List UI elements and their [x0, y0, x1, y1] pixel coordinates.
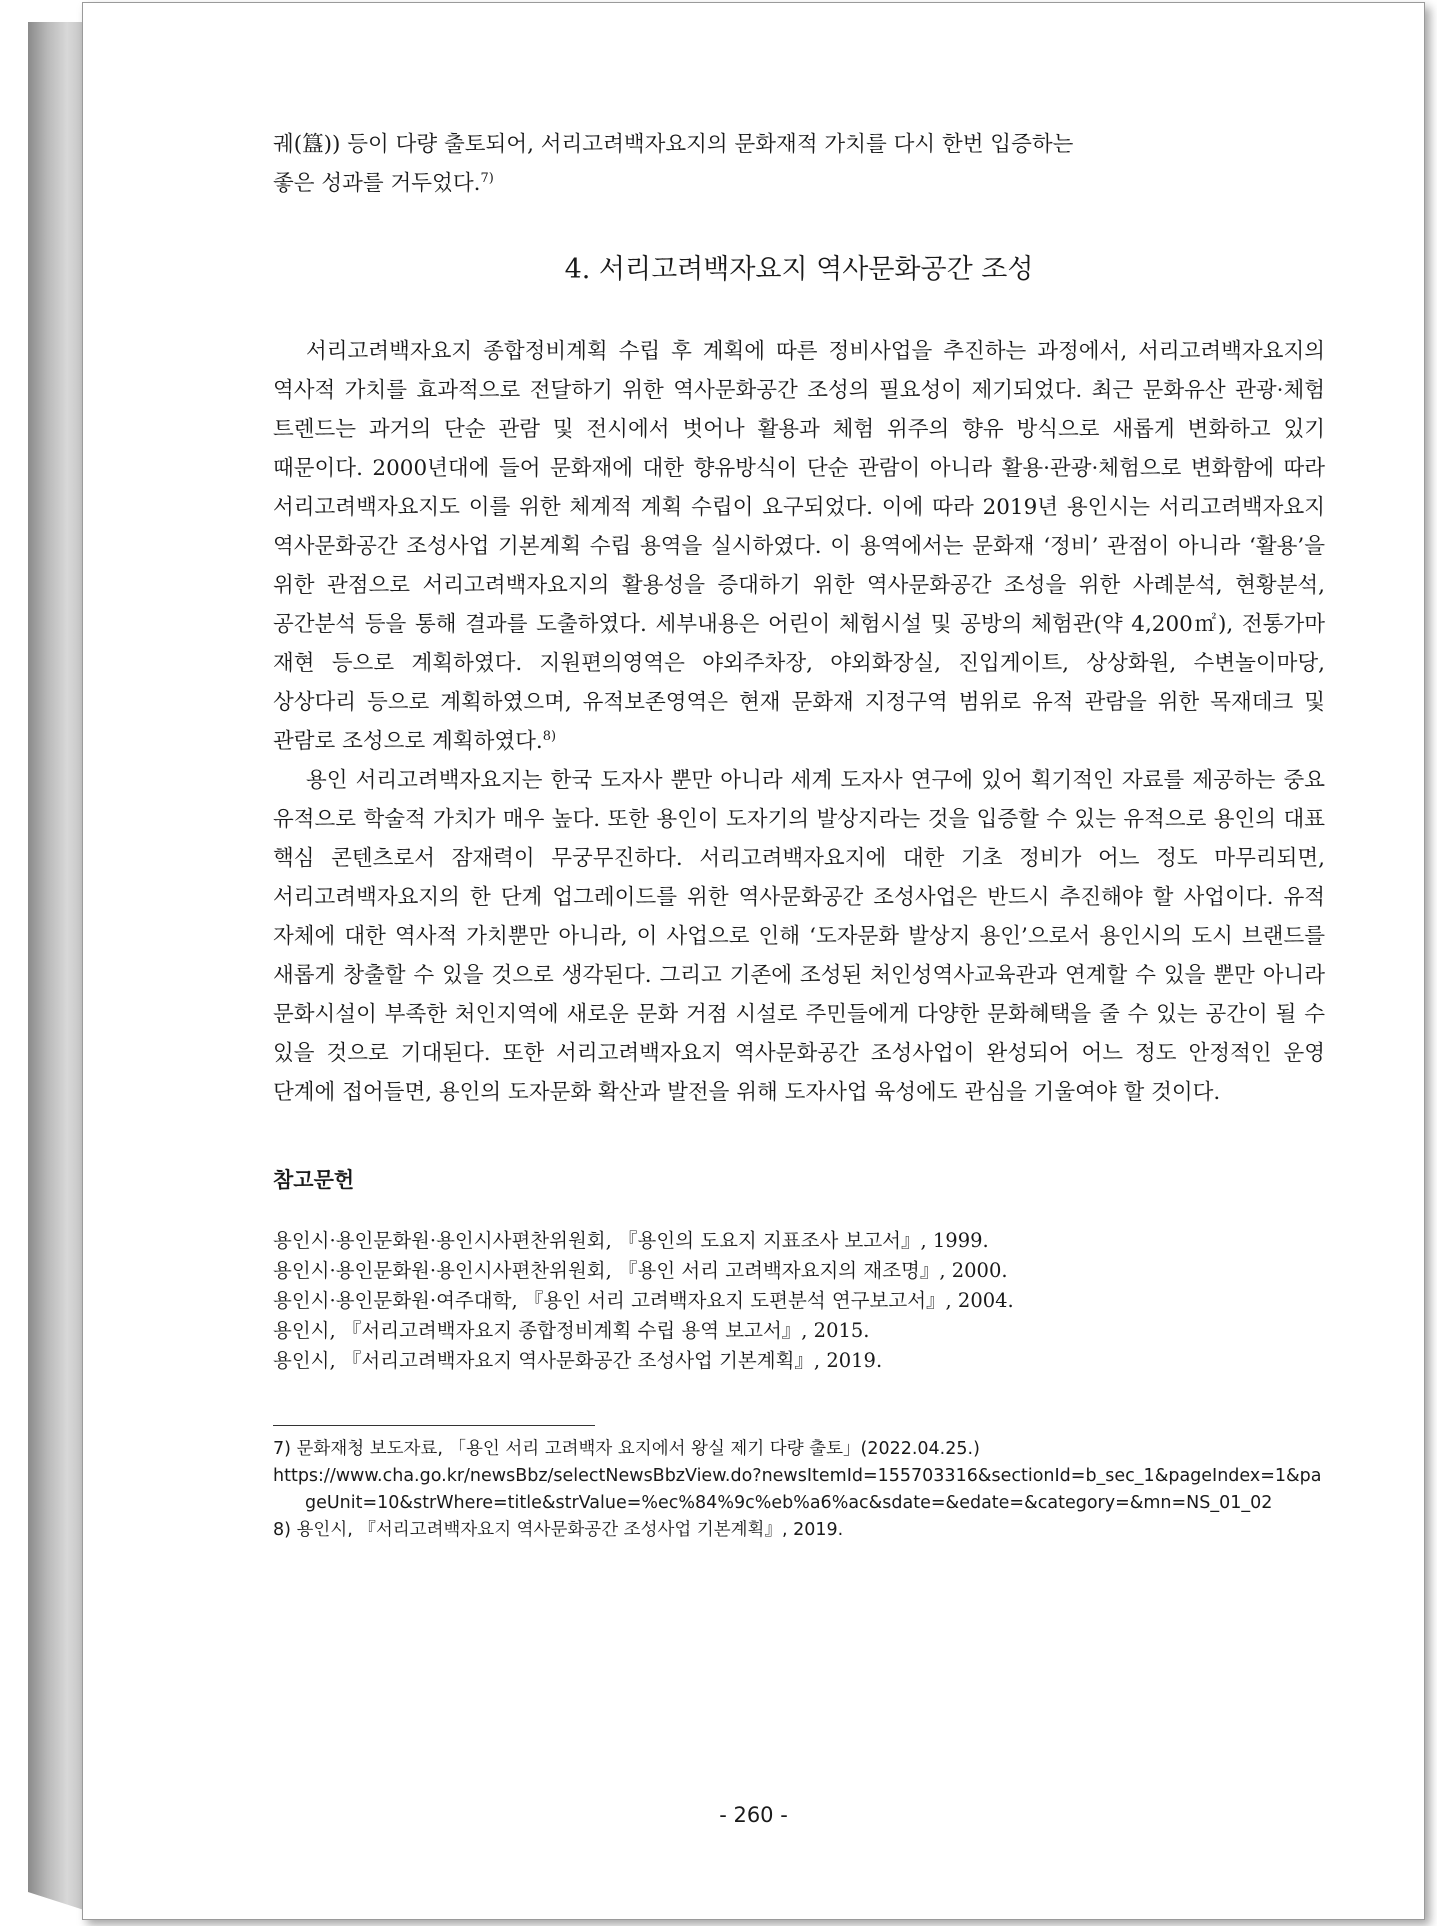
reference-item: 용인시·용인문화원·용인시사편찬위원회, 『용인의 도요지 지표조사 보고서』, 1999.	[273, 1229, 989, 1252]
references-heading: 참고문헌	[273, 1168, 355, 1192]
footnote-ref-8[interactable]: 8)	[542, 728, 557, 744]
footnote-7-url[interactable]: https://www.cha.go.kr/newsBbz/selectNewsBbzView.do?newsItemId=155703316&sectionId=b_sec_1&pageIndex=1&pageUnit=10&strWhere=title&strValue=%ec%84%9c%eb%a6%ac&sdate=&edate=&category=&mn=NS_01_02	[273, 1466, 1322, 1513]
intro-line-2	[273, 164, 1325, 203]
page-number: - 260 -	[719, 1803, 788, 1827]
body-paragraph-1-text: 서리고려백자요지 종합정비계획 수립 후 계획에 따른 정비사업을 추진하는 과정에서, 서리고려백자요지의 역사적 가치를 효과적으로 전달하기 위한 역사문화공간 조성의 필요성이 제기되었다. 최근 문화유산 관광·체험 트렌드는 과거의 단순 관람 및 전시에서 벗어나 활용과 체험 위주의 향유 방식으로 새롭게 변화하고 있기 때문이다. 2000년대에 들어 문화재에 대한 향유방식이 단순 관람이 아니라 활용·관광·체험으로 변화함에 따라 서리고려백자요지도 이를 위한 체계적 계획 수립이 요구되었다. 이에 따라 2019년 용인시는 서리고려백자요지 역사문화공간 조성사업 기본계획 수립 용역을 실시하였다. 이 용역에서는 문화재 ‘정비’ 관점이 아니라 ‘활용’을 위한 관점으로 서리고려백자요지의 활용성을 증대하기 위한 역사문화공간 조성을 위한 사례분석, 현황분석, 공간분석 등을 통해 결과를 도출하였다. 세부내용은 어린이 체험시설 및 공방의 체험관(약 4,200㎡), 전통가마 재현 등으로 계획하였다. 지원편의영역은 야외주차장, 야외화장실, 진입게이트, 상상화원, 수변놀이마당, 상상다리 등으로 계획하였으며, 유적보존영역은 현재 문화재 지정구역 범위로 유적 관람을 위한 목재데크 및 관람로 조성으로 계획하였다.	[273, 339, 1325, 754]
intro-line-2-text: 좋은 성과를 거두었다.	[273, 171, 481, 196]
page-content	[273, 125, 1325, 1544]
intro-line-1: 궤(簋)) 등이 다량 출토되어, 서리고려백자요지의 문화재적 가치를 다시 한번 입증하는	[273, 132, 1074, 157]
footnote-ref-7[interactable]: 7)	[480, 170, 494, 186]
footnote-7: 7) 문화재청 보도자료, 「용인 서리 고려백자 요지에서 왕실 제기 다량 출토」(2022.04.25.)	[273, 1439, 980, 1459]
reference-item: 용인시·용인문화원·여주대학, 『용인 서리 고려백자요지 도편분석 연구보고서』, 2004.	[273, 1289, 1014, 1312]
footnote-8: 8) 용인시, 『서리고려백자요지 역사문화공간 조성사업 기본계획』, 2019.	[273, 1520, 844, 1540]
footnote-divider	[273, 1425, 595, 1426]
body-paragraph-2: 용인 서리고려백자요지는 한국 도자사 뿐만 아니라 세계 도자사 연구에 있어 획기적인 자료를 제공하는 중요 유적으로 학술적 가치가 매우 높다. 또한 용인이 도자기의 발상지라는 것을 입증할 수 있는 유적으로 용인의 대표 핵심 콘텐츠로서 잠재력이 무궁무진하다. 서리고려백자요지에 대한 기초 정비가 어느 정도 마무리되면, 서리고려백자요지의 한 단계 업그레이드를 위한 역사문화공간 조성사업은 반드시 추진해야 할 사업이다. 유적 자체에 대한 역사적 가치뿐만 아니라, 이 사업으로 인해 ‘도자문화 발상지 용인’으로서 용인시의 도시 브랜드를 새롭게 창출할 수 있을 것으로 생각된다. 그리고 기존에 조성된 처인성역사교육관과 연계할 수 있을 뿐만 아니라 문화시설이 부족한 처인지역에 새로운 문화 거점 시설로 주민들에게 다양한 문화혜택을 줄 수 있는 공간이 될 수 있을 것으로 기대된다. 또한 서리고려백자요지 역사문화공간 조성사업이 완성되어 어느 정도 안정적인 운영 단계에 접어들면, 용인의 도자문화 확산과 발전을 위해 도자사업 육성에도 관심을 기울여야 할 것이다.	[273, 768, 1325, 1105]
reference-item: 용인시·용인문화원·용인시사편찬위원회, 『용인 서리 고려백자요지의 재조명』, 2000.	[273, 1259, 1008, 1282]
body-paragraph-1	[273, 332, 1325, 761]
page-sheet	[82, 2, 1425, 1920]
references-list	[273, 1226, 1325, 1376]
section-title: 4. 서리고려백자요지 역사문화공간 조성	[564, 254, 1034, 285]
reference-item: 용인시, 『서리고려백자요지 역사문화공간 조성사업 기본계획』, 2019.	[273, 1349, 883, 1372]
footnotes	[273, 1436, 1325, 1544]
book-spine	[28, 22, 84, 1910]
reference-item: 용인시, 『서리고려백자요지 종합정비계획 수립 용역 보고서』, 2015.	[273, 1319, 870, 1342]
